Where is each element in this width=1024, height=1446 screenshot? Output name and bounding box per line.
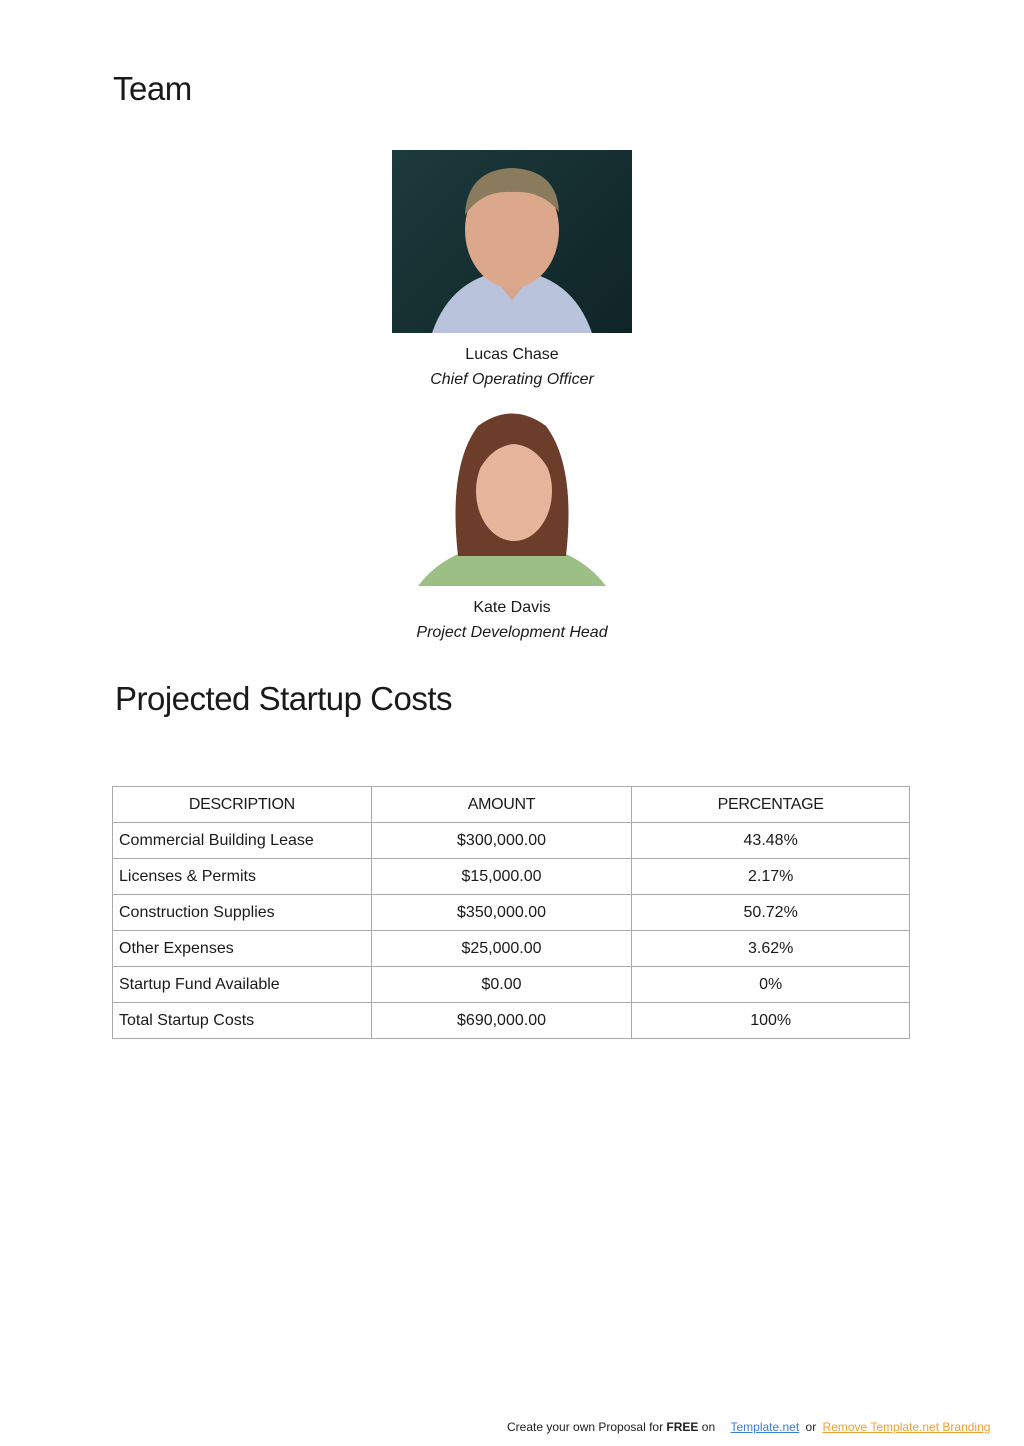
table-row xyxy=(113,859,910,895)
template-net-link[interactable]: Template.net xyxy=(730,1420,800,1434)
amount-cell: $300,000.00 xyxy=(371,823,632,859)
percentage-cell: 2.17% xyxy=(632,859,910,895)
percentage-cell: 43.48% xyxy=(632,823,910,859)
amount-cell: $350,000.00 xyxy=(371,895,632,931)
description-cell: Other Expenses xyxy=(113,931,372,967)
description-cell: Licenses & Permits xyxy=(113,859,372,895)
startup-costs-table xyxy=(112,786,910,1039)
percentage-cell: 100% xyxy=(632,1003,910,1039)
description-cell: Commercial Building Lease xyxy=(113,823,372,859)
footer-text: Create your own Proposal for xyxy=(507,1420,667,1434)
table-row xyxy=(113,823,910,859)
footer-branding xyxy=(507,1420,990,1434)
description-cell: Construction Supplies xyxy=(113,895,372,931)
footer-or: or xyxy=(805,1420,817,1434)
description-cell: Total Startup Costs xyxy=(113,1003,372,1039)
footer-on: on xyxy=(698,1420,716,1434)
table-row xyxy=(113,1003,910,1039)
column-header: AMOUNT xyxy=(371,787,632,823)
amount-cell: $0.00 xyxy=(371,967,632,1003)
kate-davis-photo xyxy=(418,406,606,586)
member-name: Kate Davis xyxy=(473,599,551,616)
remove-branding-link[interactable]: Remove Template.net Branding xyxy=(822,1420,991,1434)
member-name: Lucas Chase xyxy=(465,346,559,363)
lucas-chase-photo xyxy=(392,150,632,333)
member-role: Chief Operating Officer xyxy=(430,371,594,388)
table-row xyxy=(113,931,910,967)
amount-cell: $15,000.00 xyxy=(371,859,632,895)
percentage-cell: 50.72% xyxy=(632,895,910,931)
team-heading: Team xyxy=(113,70,192,107)
percentage-cell: 0% xyxy=(632,967,910,1003)
amount-cell: $690,000.00 xyxy=(371,1003,632,1039)
description-cell: Startup Fund Available xyxy=(113,967,372,1003)
percentage-cell: 3.62% xyxy=(632,931,910,967)
table-row xyxy=(113,967,910,1003)
column-header: PERCENTAGE xyxy=(632,787,910,823)
column-header: DESCRIPTION xyxy=(113,787,372,823)
table-row xyxy=(113,895,910,931)
costs-heading: Projected Startup Costs xyxy=(115,680,452,717)
amount-cell: $25,000.00 xyxy=(371,931,632,967)
footer-free: FREE xyxy=(666,1420,699,1434)
member-role: Project Development Head xyxy=(416,624,608,641)
table-header-row xyxy=(113,787,910,823)
